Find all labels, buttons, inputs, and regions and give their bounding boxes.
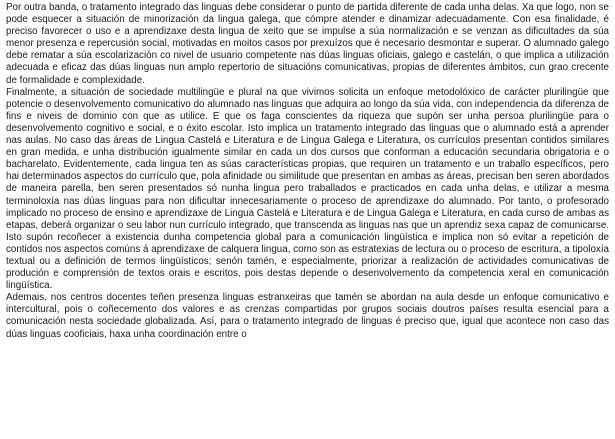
document-page bbox=[6, 2, 609, 341]
paragraph-3: Ademais, nos centros docentes teñen presenza linguas estranxeiras que tamén se abordan na aula desde un enfoque comunicativo e intercultural, pois o coñecemento dos valores e as crenzas compartidas por grupos sociais doutros países resulta esencial para a comunicación nesta sociedade globalizada. Así, para o tratamento integrado de linguas é preciso que, igual que acontece non caso das dúas linguas cooficiais, haxa unha coordinación entre o bbox=[6, 292, 609, 340]
paragraph-2: Finalmente, a situación de sociedade multilingüe e plural na que vivimos solicita un enfoque metodolóxico de carácter plurilingüe que potencie o desenvolvemento comunicativo do alumnado nas linguas que adquira ao longo da súa vida, con independencia da diferenza de fins e niveis de dominio con que as utilice. E que os faga conscientes da riqueza que supón ser unha persoa plurilingüe para o desenvolvemento cognitivo e social, e o éxito escolar. Isto implica un tratamento integrado das linguas que o alumnado está a aprender nas aulas. No caso das áreas de Lingua Castelá e Literatura e de Lingua Galega e Literatura, os currículos presentan contidos similares en gran medida, e unha distribución igualmente similar en cada un dos cursos que conforman a educación secundaria obrigatoria e o bacharelato. Evidentemente, cada lingua ten as súas características propias, que requiren un tratamento e un traballo específicos, pero hai determinados aspectos do currículo que, pola afinidade ou similitude que presentan en ambas as áreas, precisan ben seren abordados de maneira parella, ben seren presentados só nunha lingua pero traballados e practicados en cada unha delas, e utilizar a mesma terminoloxía nas dúas linguas para non dificultar innecesariamente o proceso de aprendizaxe do alumnado. Por tanto, o profesorado implicado no proceso de ensino e aprendizaxe de Lingua Castelá e Literatura e de Lingua Galega e Literatura, en cada curso de ambas as etapas, deberá organizar o seu labor nun currículo integrado, que transcenda as linguas nas que un aprendiz sexa capaz de comunicarse. Isto supón recoñecer a existencia dunha competencia global para a comunicación lingüística e implica non só evitar a repetición de contidos nos aspectos comúns á aprendizaxe de calquera lingua, como son as estratexias de lectura ou o proceso de escritura, a tipoloxía textual ou a definición de termos lingüísticos; senón tamén, e especialmente, priorizar a realización de actividades comunicativas de produción e comprensión de textos orais e escritos, pois destas depende o desenvolvemento da competencia xeral en comunicación lingüística. bbox=[6, 86, 609, 292]
paragraph-1: Por outra banda, o tratamento integrado das linguas debe considerar o punto de partida diferente de cada unha delas. Xa que logo, non se pode esquecer a situación de minorización da lingua galega, que cómpre atender e dinamizar adecuadamente. Con esa finalidade, é preciso favorecer o uso e a aprendizaxe desta lingua de xeito que se impulse a súa normalización e se venzan as dificultades da súa menor presenza e repercusión social, motivadas en moitos casos por prexuízos que é necesario desmontar e superar. O alumnado galego debe rematar a súa escolarización co nivel de usuario competente nas dúas linguas oficiais, galego e castelán, o que implica a utilización adecuada e eficaz das dúas linguas nun amplo repertorio de situacións comunicativas, propias de diferentes ámbitos, cun grao crecente de formalidade e complexidade. bbox=[6, 2, 609, 86]
